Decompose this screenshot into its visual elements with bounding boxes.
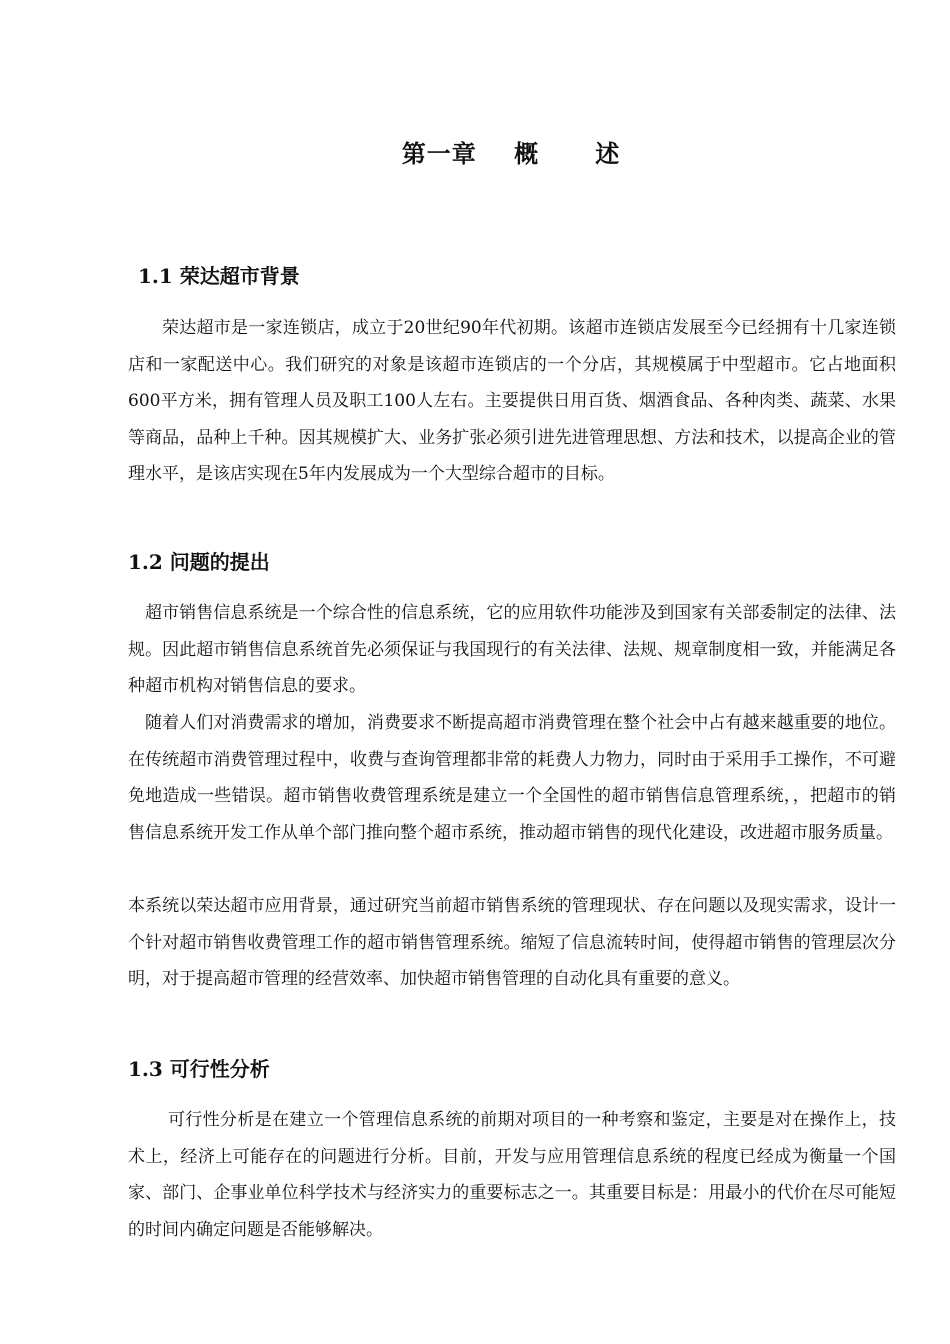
section-heading-1-3: 1.3 可行性分析 [128,1057,270,1081]
section-heading-1-1: 1.1 荣达超市背景 [138,264,300,288]
paragraph-problem-1: 超市销售信息系统是一个综合性的信息系统，它的应用软件功能涉及到国家有关部委制定的法律、法规。因此超市销售信息系统首先必须保证与我国现行的有关法律、法规、规章制度相一致，并能满足各种超市机构对销售信息的要求。 [128,603,896,696]
section-heading-1-2: 1.2 问题的提出 [128,550,270,574]
paragraph-background: 荣达超市是一家连锁店，成立于20世纪90年代初期。该超市连锁店发展至今已经拥有十几家连锁店和一家配送中心。我们研究的对象是该超市连锁店的一个分店，其规模属于中型超市。它占地面积600平方米，拥有管理人员及职工100人左右。主要提供日用百货、烟酒食品、各种肉类、蔬菜、水果等商品，品种上千种。因其规模扩大、业务扩张必须引进先进管理思想、方法和技术，以提高企业的管理水平，是该店实现在5年内发展成为一个大型综合超市的目标。 [128,318,896,484]
paragraph-problem-2: 随着人们对消费需求的增加，消费要求不断提高超市消费管理在整个社会中占有越来越重要的地位。在传统超市消费管理过程中，收费与查询管理都非常的耗费人力物力，同时由于采用手工操作，不可避免地造成一些错误。超市销售收费管理系统是建立一个全国性的超市销售信息管理系统，，把超市的销售信息系统开发工作从单个部门推向整个超市系统，推动超市销售的现代化建设，改进超市服务质量。 [128,713,896,843]
paragraph-feasibility: 可行性分析是在建立一个管理信息系统的前期对项目的一种考察和鉴定，主要是对在操作上，技术上，经济上可能存在的问题进行分析。目前，开发与应用管理信息系统的程度已经成为衡量一个国家、部门、企事业单位科学技术与经济实力的重要标志之一。其重要目标是：用最小的代价在尽可能短的时间内确定问题是否能够解决。 [128,1110,896,1240]
chapter-title: 第一章 概 述 [401,139,621,168]
paragraph-problem-3: 本系统以荣达超市应用背景，通过研究当前超市销售系统的管理现状、存在问题以及现实需求，设计一个针对超市销售收费管理工作的超市销售管理系统。缩短了信息流转时间，使得超市销售的管理层次分明，对于提高超市管理的经营效率、加快超市销售管理的自动化具有重要的意义。 [128,896,896,989]
